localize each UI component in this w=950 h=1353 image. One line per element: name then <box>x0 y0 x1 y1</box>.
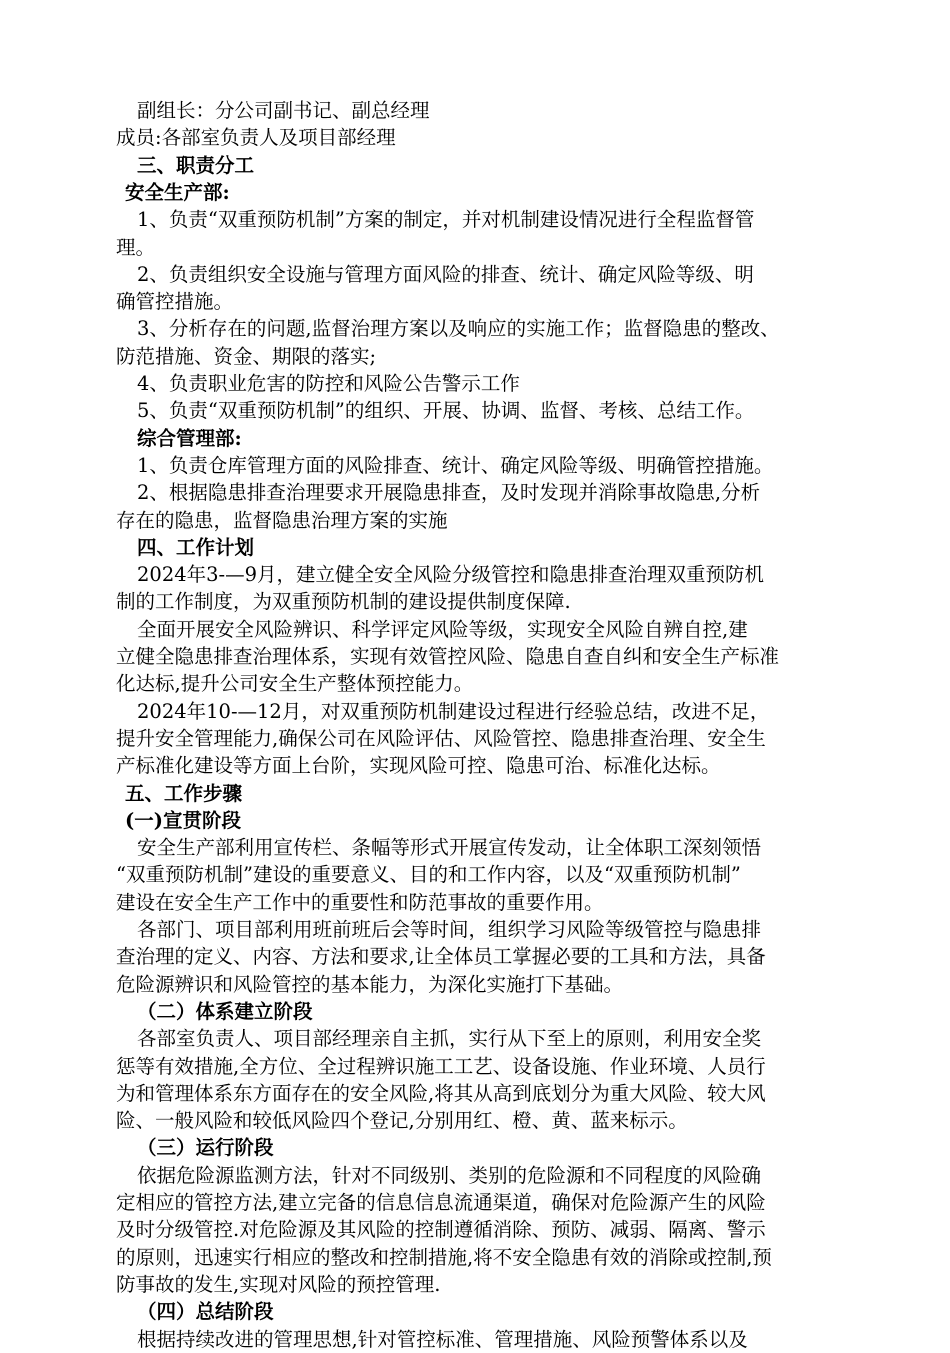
text-line: “双重预防机制”建设的重要意义、目的和工作内容，以及“双重预防机制” <box>116 863 741 887</box>
text-line: 4、负责职业危害的防控和风险公告警示工作 <box>137 372 520 395</box>
text-line: 副组长：分公司副书记、副总经理 <box>137 99 430 122</box>
section-heading: （三）运行阶段 <box>137 1136 274 1160</box>
text-line: 1、负责“双重预防机制”方案的制定，并对机制建设情况进行全程监督管 <box>137 208 755 232</box>
text-line: 惩等有效措施,全方位、全过程辨识施工工艺、设备设施、作业环境、人员行 <box>116 1054 766 1078</box>
text-line: 的原则，迅速实行相应的整改和控制措施,将不安全隐患有效的消除或控制,预 <box>116 1245 772 1269</box>
section-heading: （四）总结阶段 <box>137 1300 274 1324</box>
text-line: 立健全隐患排查治理体系，实现有效管控风险、隐患自查自纠和安全生产标准 <box>116 645 780 668</box>
text-line: 根据持续改进的管理思想,针对管控标准、管理措施、风险预警体系以及 <box>137 1327 748 1351</box>
section-heading: 三、职责分工 <box>137 153 255 177</box>
text-line: 防事故的发生,实现对风险的预控管理. <box>116 1272 441 1296</box>
text-line: 各部门、项目部利用班前班后会等时间，组织学习风险等级管控与隐患排 <box>137 918 762 941</box>
text-line: 提升安全管理能力,确保公司在风险评估、风险管控、隐患排查治理、安全生 <box>116 726 766 750</box>
text-line: 为和管理体系东方面存在的安全风险,将其从高到底划分为重大风险、较大风 <box>116 1081 766 1105</box>
text-line: 定相应的管控方法,建立完备的信息信息流通渠道，确保对危险源产生的风险 <box>116 1191 766 1214</box>
section-heading: （二）体系建立阶段 <box>137 999 313 1023</box>
text-line: 全面开展安全风险辨识、科学评定风险等级，实现安全风险自辨自控,建 <box>137 617 748 641</box>
text-line: 1、负责仓库管理方面的风险排查、统计、确定风险等级、明确管控措施。 <box>137 453 774 477</box>
text-line: 依据危险源监测方法，针对不同级别、类别的危险源和不同程度的风险确 <box>137 1163 762 1187</box>
text-line: 3、分析存在的问题,监督治理方案以及响应的实施工作；监督隐患的整改、 <box>137 317 780 341</box>
section-heading: 五、工作步骤 <box>125 781 243 805</box>
section-heading: 安全生产部: <box>125 180 230 204</box>
text-line: 5、负责“双重预防机制”的组织、开展、协调、监督、考核、总结工作。 <box>137 399 755 423</box>
text-line: 成员:各部室负责人及项目部经理 <box>116 126 396 150</box>
text-line: 各部室负责人、项目部经理亲自主抓，实行从下至上的原则，利用安全奖 <box>137 1027 762 1051</box>
text-line: 确管控措施。 <box>116 290 234 314</box>
text-line: 危险源辨识和风险管控的基本能力，为深化实施打下基础。 <box>116 972 624 996</box>
text-line: 防范措施、资金、期限的落实; <box>116 344 377 368</box>
text-line: 及时分级管控.对危险源及其风险的控制遵循消除、预防、减弱、隔离、警示 <box>116 1218 766 1242</box>
text-line: 化达标,提升公司安全生产整体预控能力。 <box>116 672 474 696</box>
section-heading: (一)宣贯阶段 <box>125 808 241 832</box>
text-line: 查治理的定义、内容、方法和要求,让全体员工掌握必要的工具和方法，具备 <box>116 945 766 969</box>
text-line: 险、一般风险和较低风险四个登记,分别用红、橙、黄、蓝来标示。 <box>116 1109 688 1133</box>
section-heading: 综合管理部: <box>137 426 242 450</box>
text-line: 2024年3-—9月，建立健全安全风险分级管控和隐患排查治理双重预防机 <box>137 563 765 587</box>
text-line: 产标准化建设等方面上台阶，实现风险可控、隐患可治、标准化达标。 <box>116 754 721 778</box>
text-line: 存在的隐患，监督隐患治理方案的实施 <box>116 508 448 532</box>
text-line: 理。 <box>116 235 156 259</box>
text-line: 2024年10-—12月，对双重预防机制建设过程进行经验总结，改进不足， <box>137 699 770 723</box>
section-heading: 四、工作计划 <box>137 535 255 559</box>
text-line: 安全生产部利用宣传栏、条幅等形式开展宣传发动，让全体职工深刻领悟 <box>137 836 762 860</box>
text-line: 制的工作制度，为双重预防机制的建设提供制度保障. <box>116 590 571 614</box>
text-line: 2、负责组织安全设施与管理方面风险的排查、统计、确定风险等级、明 <box>137 262 754 286</box>
text-line: 建设在安全生产工作中的重要性和防范事故的重要作用。 <box>116 890 604 914</box>
text-line: 2、根据隐患排查治理要求开展隐患排查，及时发现并消除事故隐患,分析 <box>137 481 761 505</box>
